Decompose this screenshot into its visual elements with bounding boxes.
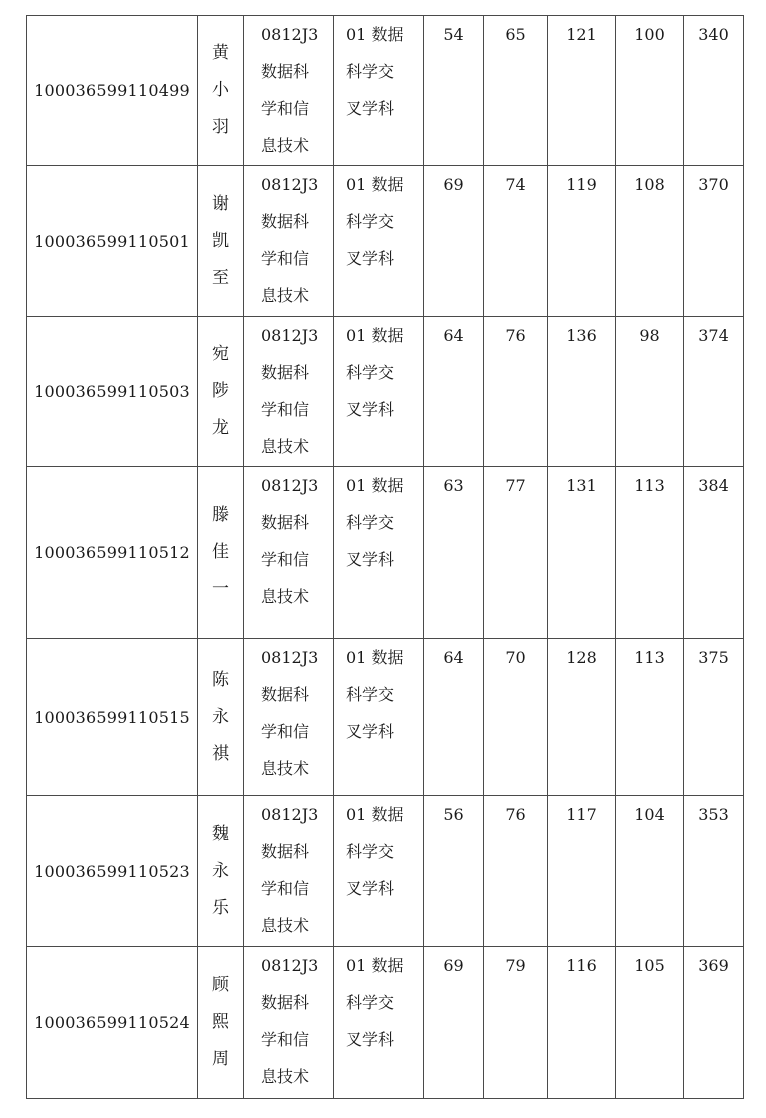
name-char: 龙: [212, 418, 229, 438]
name-char: 永: [212, 706, 229, 727]
direction-line: 叉学科: [346, 400, 395, 419]
major-line: 学和信: [261, 249, 310, 268]
subject-score-cell: 117: [548, 796, 616, 947]
subject-score-cell: 56: [424, 796, 484, 947]
candidate-id-cell: 100036599110499: [27, 16, 198, 166]
direction-cell: [334, 947, 424, 1099]
major-line: 息技术: [261, 916, 310, 935]
direction-line: 叉学科: [346, 249, 395, 268]
major-line: 数据科: [261, 212, 310, 231]
direction-cell: [334, 639, 424, 796]
subject-score-cell: 77: [484, 467, 548, 639]
major-line: 0812J3: [261, 326, 319, 345]
direction-line: 科学交: [346, 212, 395, 231]
subject-score-cell: 113: [616, 639, 684, 796]
direction-cell: [334, 16, 424, 166]
subject-score-cell: 105: [616, 947, 684, 1099]
name-char: 佳: [212, 542, 229, 562]
direction-cell: [334, 796, 424, 947]
major-line: 数据科: [261, 685, 310, 704]
major-cell: [244, 16, 334, 166]
subject-score-cell: 104: [616, 796, 684, 947]
major-line: 0812J3: [261, 956, 319, 975]
direction-line: 叉学科: [346, 99, 395, 118]
table-row: [27, 639, 744, 796]
major-cell: [244, 317, 334, 467]
direction-line: 01 数据: [346, 175, 404, 194]
direction-line: 叉学科: [346, 879, 395, 898]
major-line: 数据科: [261, 62, 310, 81]
direction-cell: [334, 166, 424, 317]
name-char: 永: [212, 860, 229, 881]
candidate-name-cell: [198, 166, 244, 317]
major-line: 学和信: [261, 550, 310, 569]
name-char: 顾: [212, 975, 229, 995]
major-line: 息技术: [261, 1067, 310, 1086]
name-char: 陟: [212, 381, 229, 401]
direction-line: 01 数据: [346, 476, 404, 495]
total-score-cell: 370: [684, 166, 744, 317]
major-line: 息技术: [261, 587, 310, 606]
name-char: 祺: [212, 743, 229, 764]
direction-line: 01 数据: [346, 648, 404, 667]
candidate-name-cell: [198, 796, 244, 947]
direction-line: 叉学科: [346, 550, 395, 569]
subject-score-cell: 65: [484, 16, 548, 166]
candidate-name-cell: [198, 947, 244, 1099]
subject-score-cell: 100: [616, 16, 684, 166]
major-line: 息技术: [261, 286, 310, 305]
subject-score-cell: 69: [424, 166, 484, 317]
major-line: 0812J3: [261, 648, 319, 667]
total-score-cell: 369: [684, 947, 744, 1099]
subject-score-cell: 74: [484, 166, 548, 317]
major-line: 数据科: [261, 993, 310, 1012]
major-line: 数据科: [261, 513, 310, 532]
name-char: 一: [212, 579, 229, 599]
major-line: 息技术: [261, 136, 310, 155]
subject-score-cell: 108: [616, 166, 684, 317]
name-char: 陈: [212, 669, 229, 690]
direction-line: 科学交: [346, 842, 395, 861]
name-char: 周: [212, 1049, 229, 1069]
name-char: 小: [212, 80, 229, 100]
direction-line: 01 数据: [346, 956, 404, 975]
total-score-cell: 340: [684, 16, 744, 166]
major-line: 息技术: [261, 759, 310, 778]
subject-score-cell: 69: [424, 947, 484, 1099]
subject-score-cell: 54: [424, 16, 484, 166]
direction-line: 科学交: [346, 513, 395, 532]
name-char: 滕: [212, 505, 229, 525]
major-line: 0812J3: [261, 25, 319, 44]
subject-score-cell: 128: [548, 639, 616, 796]
major-line: 学和信: [261, 879, 310, 898]
subject-score-cell: 121: [548, 16, 616, 166]
table-row: [27, 16, 744, 166]
table-row: [27, 166, 744, 317]
major-line: 数据科: [261, 842, 310, 861]
subject-score-cell: 136: [548, 317, 616, 467]
major-line: 学和信: [261, 99, 310, 118]
candidate-name-cell: [198, 317, 244, 467]
name-char: 乐: [212, 897, 229, 918]
major-cell: [244, 947, 334, 1099]
candidate-name-cell: [198, 639, 244, 796]
name-char: 宛: [212, 344, 229, 364]
name-char: 谢: [212, 193, 229, 214]
major-line: 0812J3: [261, 476, 319, 495]
major-cell: [244, 467, 334, 639]
subject-score-cell: 79: [484, 947, 548, 1099]
total-score-cell: 384: [684, 467, 744, 639]
candidate-id-cell: 100036599110512: [27, 467, 198, 639]
total-score-cell: 374: [684, 317, 744, 467]
subject-score-cell: 70: [484, 639, 548, 796]
direction-cell: [334, 467, 424, 639]
table-row: [27, 796, 744, 947]
direction-cell: [334, 317, 424, 467]
candidate-id-cell: 100036599110524: [27, 947, 198, 1099]
name-char: 羽: [212, 117, 229, 137]
major-line: 学和信: [261, 400, 310, 419]
subject-score-cell: 76: [484, 317, 548, 467]
direction-line: 科学交: [346, 993, 395, 1012]
name-char: 黄: [212, 43, 229, 63]
name-char: 至: [212, 267, 229, 288]
name-char: 熙: [212, 1012, 229, 1032]
candidate-id-cell: 100036599110503: [27, 317, 198, 467]
table-row: [27, 947, 744, 1099]
table-row: [27, 467, 744, 639]
candidate-id-cell: 100036599110523: [27, 796, 198, 947]
total-score-cell: 375: [684, 639, 744, 796]
candidate-name-cell: [198, 467, 244, 639]
major-cell: [244, 166, 334, 317]
direction-line: 叉学科: [346, 722, 395, 741]
candidate-name-cell: [198, 16, 244, 166]
subject-score-cell: 98: [616, 317, 684, 467]
subject-score-cell: 131: [548, 467, 616, 639]
score-table-body: [27, 16, 744, 1099]
subject-score-cell: 116: [548, 947, 616, 1099]
subject-score-cell: 64: [424, 639, 484, 796]
candidate-id-cell: 100036599110515: [27, 639, 198, 796]
major-line: 学和信: [261, 1030, 310, 1049]
name-char: 凯: [212, 230, 229, 251]
subject-score-cell: 113: [616, 467, 684, 639]
subject-score-cell: 63: [424, 467, 484, 639]
total-score-cell: 353: [684, 796, 744, 947]
direction-line: 01 数据: [346, 326, 404, 345]
table-row: [27, 317, 744, 467]
major-line: 数据科: [261, 363, 310, 382]
major-line: 0812J3: [261, 805, 319, 824]
direction-line: 科学交: [346, 62, 395, 81]
direction-line: 01 数据: [346, 25, 404, 44]
direction-line: 科学交: [346, 363, 395, 382]
score-table: [26, 15, 744, 1099]
direction-line: 叉学科: [346, 1030, 395, 1049]
major-line: 0812J3: [261, 175, 319, 194]
subject-score-cell: 76: [484, 796, 548, 947]
major-line: 息技术: [261, 437, 310, 456]
direction-line: 01 数据: [346, 805, 404, 824]
name-char: 魏: [212, 823, 229, 844]
candidate-id-cell: 100036599110501: [27, 166, 198, 317]
major-cell: [244, 796, 334, 947]
direction-line: 科学交: [346, 685, 395, 704]
major-line: 学和信: [261, 722, 310, 741]
subject-score-cell: 64: [424, 317, 484, 467]
subject-score-cell: 119: [548, 166, 616, 317]
major-cell: [244, 639, 334, 796]
